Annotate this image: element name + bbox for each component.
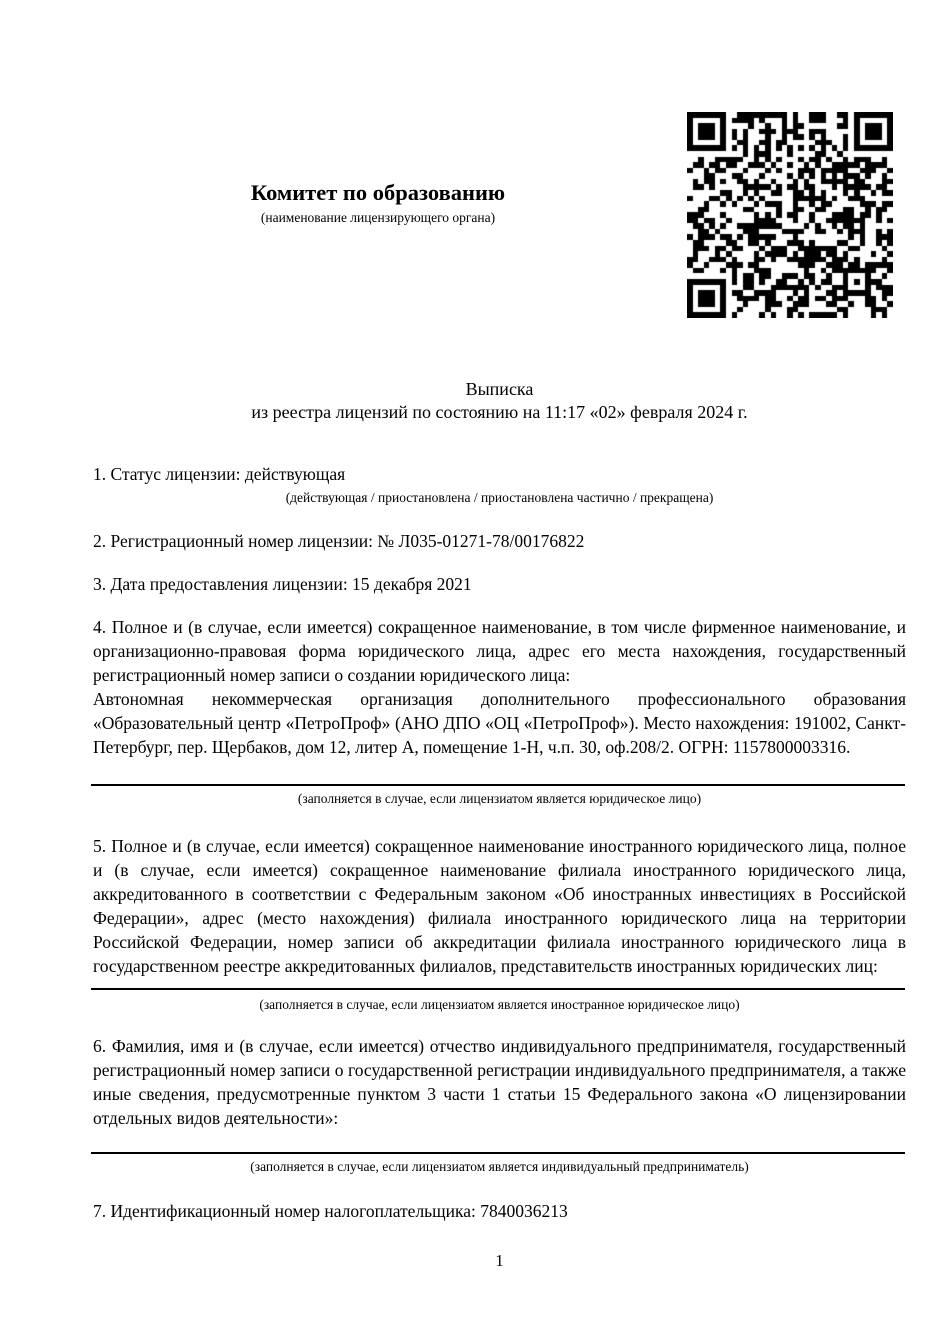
qr-code-icon — [687, 112, 893, 318]
item-1-status-options-note: (действующая / приостановлена / приостановлена частично / прекращена) — [285, 490, 714, 505]
item-4-prompt: 4. Полное и (в случае, если имеется) сокращенное наименование, в том числе фирменное наименование, и организационно-правовая форма юридического лица, адрес его места нахождения, государственный регистрационный номер записи о создании юридического лица: — [93, 617, 906, 685]
item-5-foreign-entity-block — [93, 834, 906, 978]
item-1-license-status: 1. Статус лицензии: действующая — [93, 464, 346, 484]
fill-in-rule-legal-entity — [91, 784, 905, 786]
fill-in-rule-individual-entrepreneur — [91, 1152, 905, 1154]
item-6-prompt: 6. Фамилия, имя и (в случае, если имеется) отчество индивидуального предпринимателя, государственный регистрационный номер записи о государственной регистрации индивидуального предпринимателя, а также иные сведения, предусмотренные пунктом 3 части 1 статьи 15 Федерального закона «О лицензировании отдельных видов деятельности»: — [93, 1036, 906, 1128]
licensing-authority-name: Комитет по образованию — [250, 180, 506, 205]
item-4-value: Автономная некоммерческая организация дополнительного профессионального образования «Образовательный центр «ПетроПроф» (АНО ДПО «ОЦ «ПетроПроф»). Место нахождения: 191002, Санкт-Петербург, пер. Щербаков, дом 12, литер А, помещение 1-Н, ч.п. 30, оф.208/2. ОГРН: 1157800003316. — [93, 689, 906, 757]
page-number: 1 — [495, 1251, 504, 1270]
qr-code — [687, 112, 893, 318]
item-5-prompt: 5. Полное и (в случае, если имеется) сокращенное наименование иностранного юридического лица, полное и (в случае, если имеется) сокращенное наименование филиала иностранного юридического лица, аккредитованного в соответствии с Федеральным законом «Об иностранных инвестициях в Российской Федерации», адрес (место нахождения) филиала иностранного юридического лица на территории Российской Федерации, номер записи об аккредитации филиала иностранного юридического лица в государственном реестре аккредитованных филиалов, представительств иностранных юридических лиц: — [93, 836, 906, 976]
fill-in-rule-foreign-entity — [91, 988, 905, 990]
licensing-authority-header — [48, 179, 708, 226]
item-4-legal-entity-block — [93, 615, 906, 759]
item-4-caption: (заполняется в случае, если лицензиатом является юридическое лицо) — [297, 791, 702, 806]
item-2-registration-number: 2. Регистрационный номер лицензии: № Л035-01271-78/00176822 — [93, 531, 585, 551]
item-7-taxpayer-number: 7. Идентификационный номер налогоплательщика: 7840036213 — [93, 1201, 568, 1221]
item-3-license-date: 3. Дата предоставления лицензии: 15 декабря 2021 — [93, 574, 472, 594]
item-6-caption: (заполняется в случае, если лицензиатом является индивидуальный предприниматель) — [250, 1159, 749, 1174]
document-title-line2: из реестра лицензий по состоянию на 11:17 «02» февраля 2024 г. — [251, 402, 748, 422]
document-title — [93, 378, 906, 424]
item-5-caption: (заполняется в случае, если лицензиатом является иностранное юридическое лицо) — [259, 997, 740, 1012]
licensing-authority-caption: (наименование лицензирующего органа) — [260, 210, 496, 225]
document-title-line1: Выписка — [465, 379, 534, 399]
item-6-individual-entrepreneur-block — [93, 1034, 906, 1130]
